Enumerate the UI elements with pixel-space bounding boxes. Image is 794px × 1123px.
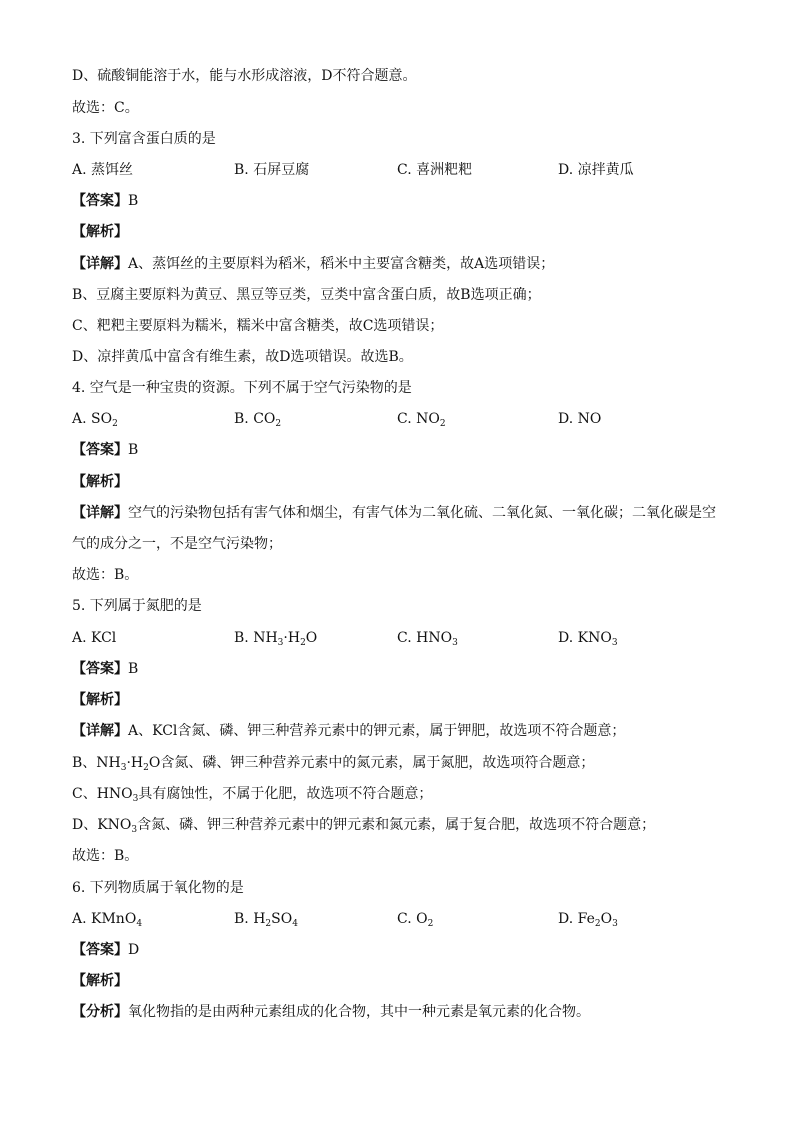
subscript: 2 xyxy=(427,919,434,929)
option-text: SO xyxy=(271,911,293,927)
q5-explain-1 xyxy=(72,721,625,741)
q5-option-b xyxy=(234,628,317,648)
question-6-stem: 6. 下列物质属于氧化物的是 xyxy=(72,880,244,896)
q6-option-d xyxy=(558,909,618,929)
subscript: 3 xyxy=(452,638,458,648)
detail-tag: 【详解】 xyxy=(72,723,128,739)
q3-option-d: D. 凉拌黄瓜 xyxy=(558,162,634,178)
q4-analysis-tag: 【解析】 xyxy=(72,474,128,490)
q6-option-b xyxy=(234,909,298,929)
q5-explain-5: 故选：B。 xyxy=(72,848,139,864)
subscript: 2 xyxy=(300,638,306,648)
q3-explain-4: D、凉拌黄瓜中富含有维生素，故D选项错误。故选B。 xyxy=(72,349,413,365)
answer-tag: 【答案】 xyxy=(72,661,128,677)
subscript: 4 xyxy=(292,919,298,929)
detail-tag: 【详解】 xyxy=(72,256,128,272)
subscript: 3 xyxy=(277,638,284,648)
q5-answer xyxy=(72,659,138,679)
explain-text: A、蒸饵丝的主要原料为稻米，稻米中主要富含糖类，故A选项错误； xyxy=(128,256,555,272)
q3-analysis-tag: 【解析】 xyxy=(72,224,128,240)
q6-analysis-tag: 【解析】 xyxy=(72,973,128,989)
option-text: D. KNO xyxy=(558,630,612,646)
subscript: 2 xyxy=(112,419,118,429)
analysis-tag: 【分析】 xyxy=(72,1004,128,1020)
q4-option-b xyxy=(234,409,281,429)
text-line: D、硫酸铜能溶于水，能与水形成溶液，D不符合题意。 xyxy=(72,68,417,84)
subscript: 2 xyxy=(265,919,272,929)
q4-answer xyxy=(72,440,138,460)
q5-analysis-tag: 【解析】 xyxy=(72,692,128,708)
answer-value: B xyxy=(128,193,139,209)
q5-explain-4 xyxy=(72,815,655,835)
option-text: O xyxy=(600,911,613,927)
q4-explain-1 xyxy=(72,503,716,523)
option-text: D. Fe xyxy=(558,911,595,927)
subscript: 3 xyxy=(612,919,618,929)
subscript: 3 xyxy=(132,794,139,804)
option-text: ·H xyxy=(283,630,301,646)
answer-tag: 【答案】 xyxy=(72,193,128,209)
answer-value: B xyxy=(128,661,139,677)
subscript: 2 xyxy=(275,419,282,429)
subscript: 3 xyxy=(120,763,127,773)
q3-option-a: A. 蒸饵丝 xyxy=(72,162,134,178)
explain-text: 具有腐蚀性，不属于化肥，故选项不符合题意； xyxy=(138,786,433,802)
option-text: B. CO xyxy=(234,411,276,427)
explain-text: 氧化物指的是由两种元素组成的化合物，其中一种元素是氧元素的化合物。 xyxy=(128,1004,590,1020)
q4-option-d: D. NO xyxy=(558,411,602,427)
answer-value: B xyxy=(128,442,139,458)
subscript: 2 xyxy=(143,763,149,773)
q5-explain-2 xyxy=(72,753,594,773)
q6-option-a xyxy=(72,909,142,929)
text-line: 故选：C。 xyxy=(72,100,139,116)
q3-option-c: C. 喜洲粑粑 xyxy=(397,162,473,178)
explain-text: C、HNO xyxy=(72,786,133,802)
q4-option-a xyxy=(72,409,118,429)
explain-text: ·H xyxy=(126,755,144,771)
question-4-stem: 4. 空气是一种宝贵的资源。下列不属于空气污染物的是 xyxy=(72,380,412,396)
explain-text: 空气的污染物包括有害气体和烟尘，有害气体为二氧化硫、二氧化氮、一氧化碳；二氧化碳是空 xyxy=(128,505,716,521)
q5-option-c xyxy=(397,628,458,648)
explain-text: D、KNO xyxy=(72,817,132,833)
detail-tag: 【详解】 xyxy=(72,505,128,521)
option-text: B. NH xyxy=(234,630,278,646)
subscript: 2 xyxy=(594,919,601,929)
q3-option-b: B. 石屏豆腐 xyxy=(234,162,310,178)
subscript: 3 xyxy=(131,825,138,835)
q6-explain-1 xyxy=(72,1002,590,1022)
subscript: 2 xyxy=(439,419,446,429)
answer-tag: 【答案】 xyxy=(72,942,128,958)
subscript: 3 xyxy=(611,638,618,648)
q5-explain-3 xyxy=(72,784,432,804)
q4-option-c xyxy=(397,409,446,429)
explain-text: 含氮、磷、钾三种营养元素中的钾元素和氮元素，属于复合肥，故选项不符合题意； xyxy=(137,817,656,833)
answer-tag: 【答案】 xyxy=(72,442,128,458)
explain-text: O含氮、磷、钾三种营养元素中的氮元素，属于氮肥，故选项符合题意； xyxy=(148,755,595,771)
q4-explain-3: 故选：B。 xyxy=(72,567,139,583)
option-text: C. NO xyxy=(397,411,440,427)
q6-option-c xyxy=(397,909,433,929)
q5-option-d xyxy=(558,628,618,648)
q6-answer xyxy=(72,940,139,960)
question-5-stem: 5. 下列属于氮肥的是 xyxy=(72,598,202,614)
q3-answer xyxy=(72,191,138,211)
explain-text: A、KCl含氮、磷、钾三种营养元素中的钾元素，属于钾肥，故选项不符合题意； xyxy=(128,723,626,739)
q3-explain-1 xyxy=(72,254,554,274)
q3-explain-2: B、豆腐主要原料为黄豆、黑豆等豆类，豆类中富含蛋白质，故B选项正确； xyxy=(72,287,541,303)
option-text: A. SO xyxy=(72,411,113,427)
question-3-stem: 3. 下列富含蛋白质的是 xyxy=(72,131,216,147)
option-text: C. HNO xyxy=(397,630,453,646)
q4-explain-2: 气的成分之一，不是空气污染物； xyxy=(72,536,282,552)
subscript: 4 xyxy=(136,919,143,929)
q3-explain-3: C、粑粑主要原料为糯米，糯米中富含糖类，故C选项错误； xyxy=(72,318,444,334)
option-text: O xyxy=(305,630,318,646)
option-text: B. H xyxy=(234,911,266,927)
explain-text: B、NH xyxy=(72,755,121,771)
option-text: C. O xyxy=(397,911,428,927)
q5-option-a: A. KCl xyxy=(72,630,117,646)
answer-value: D xyxy=(128,942,140,958)
option-text: A. KMnO xyxy=(72,911,137,927)
